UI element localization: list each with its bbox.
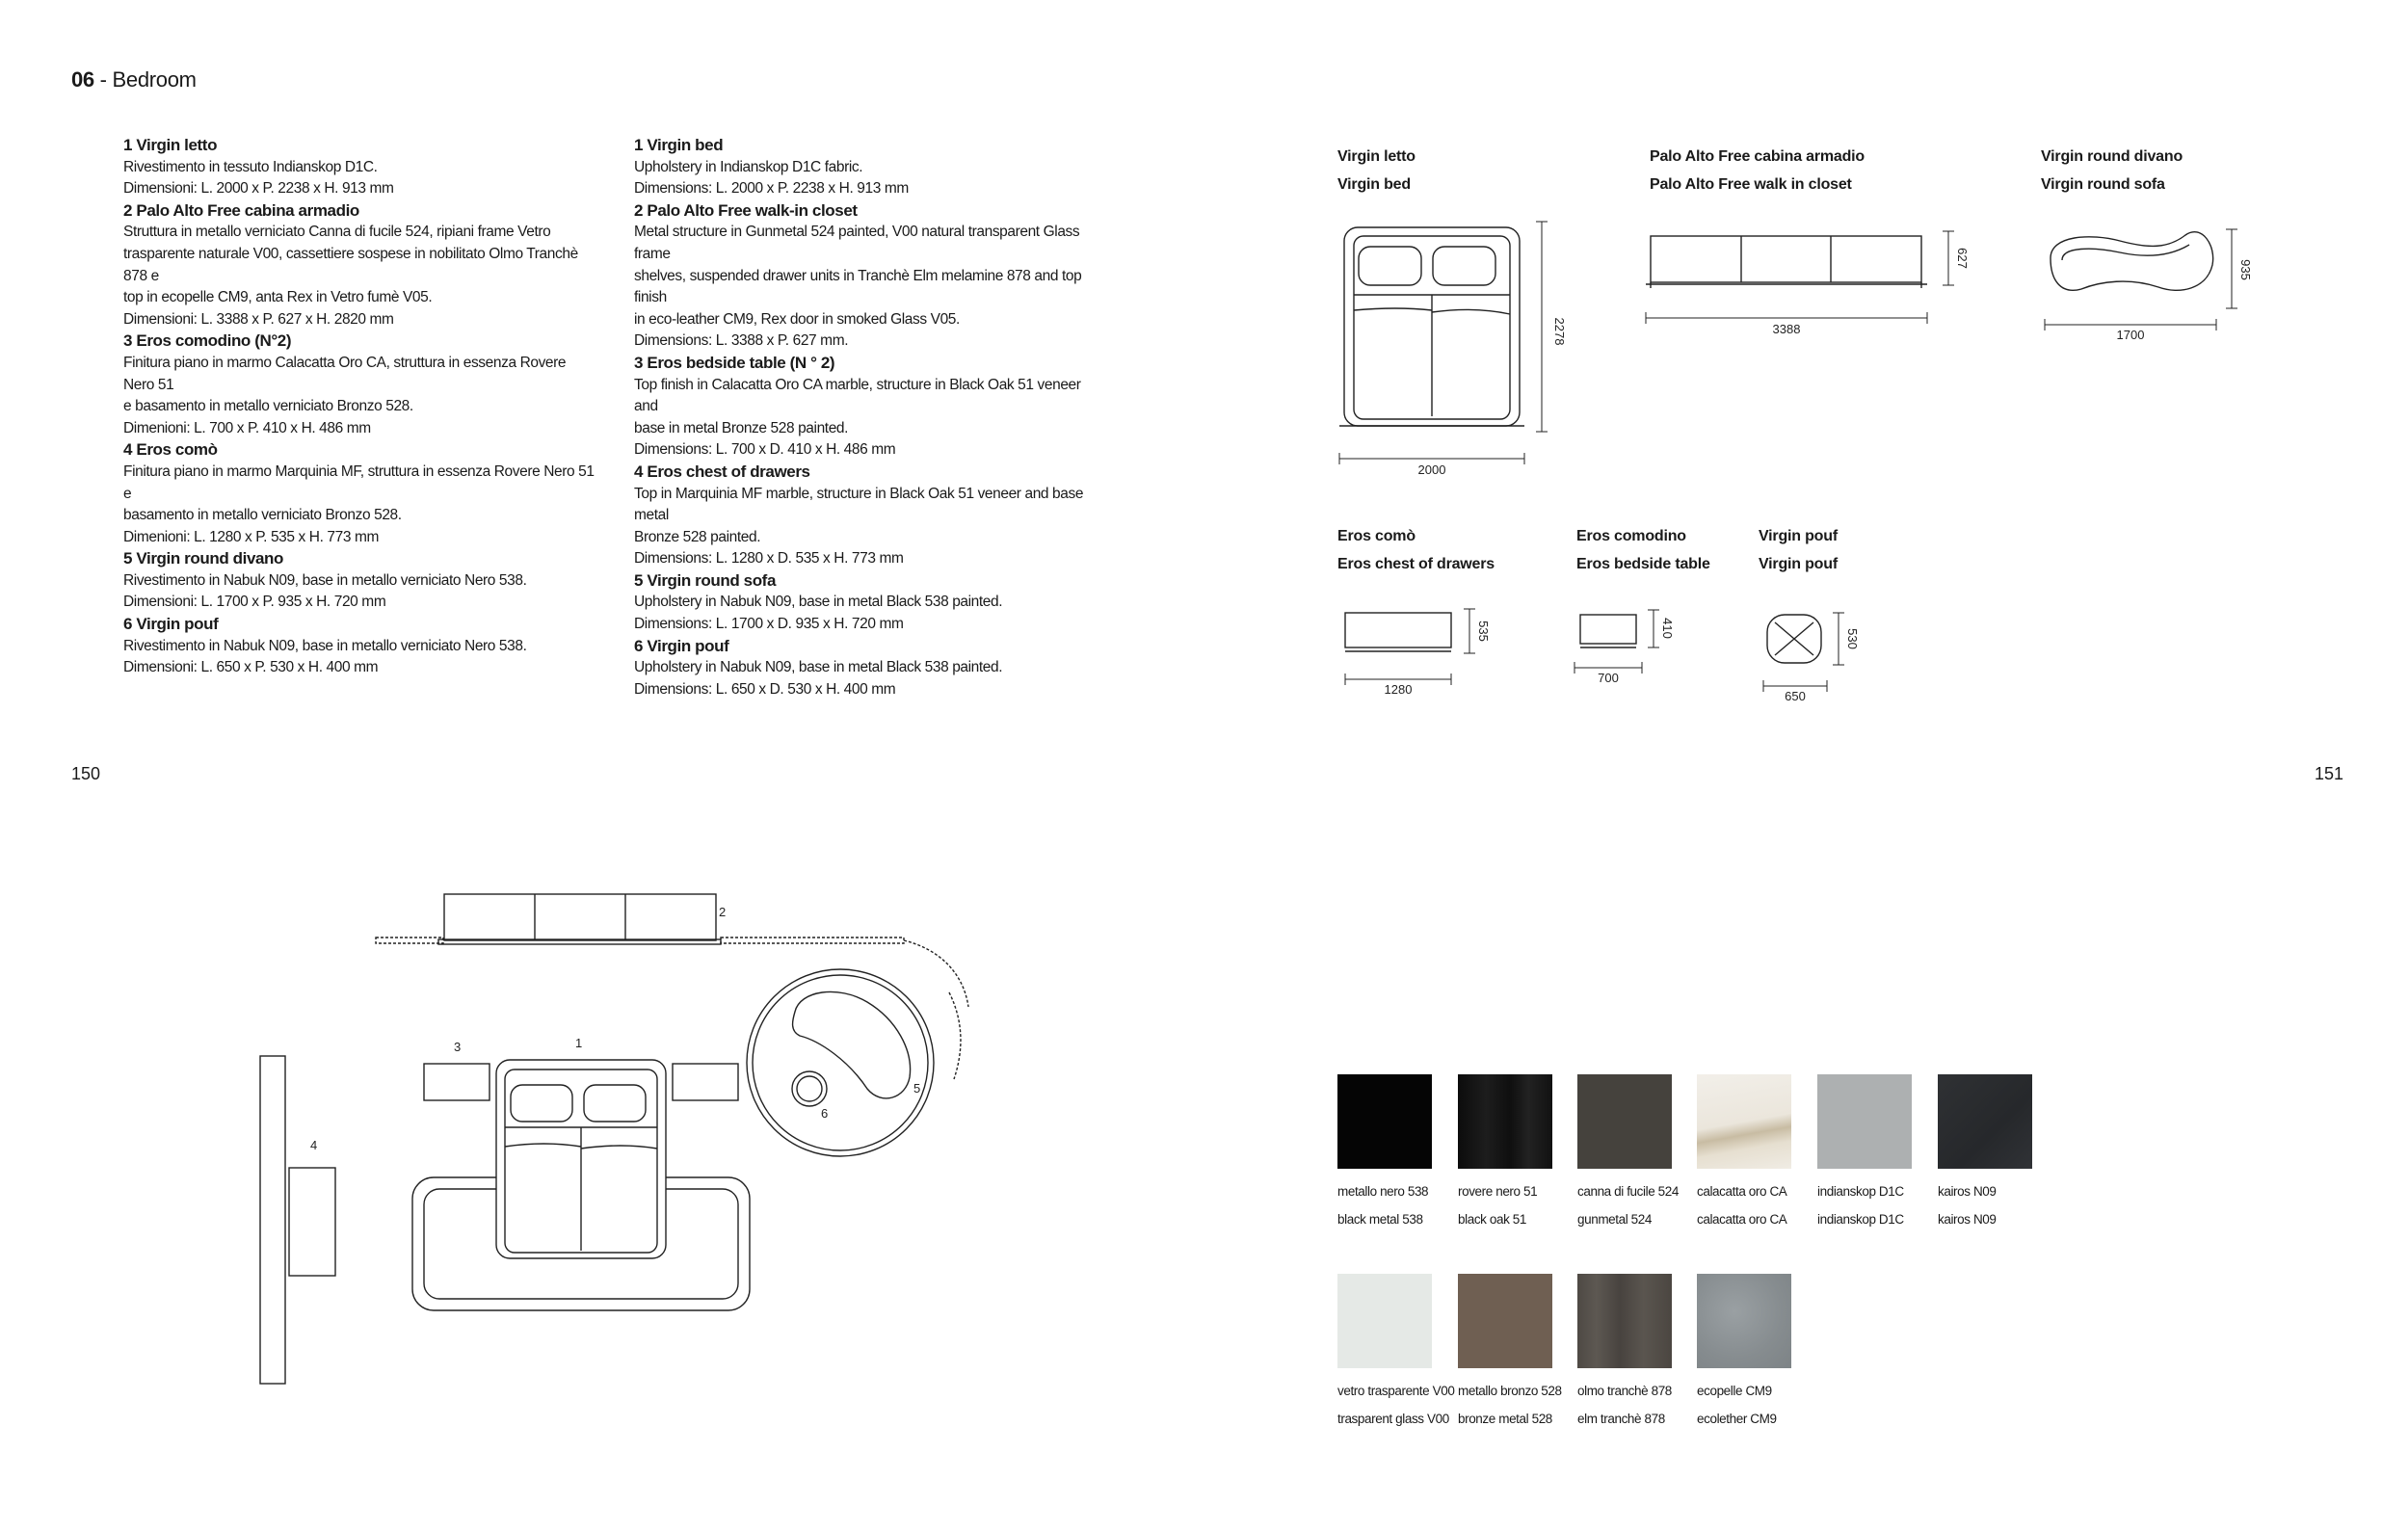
swatch-chip bbox=[1577, 1074, 1672, 1169]
item-title: 6 Virgin pouf bbox=[123, 615, 219, 634]
sofa-dimensions bbox=[2045, 229, 2237, 330]
item-title: 1 Virgin bed bbox=[634, 136, 724, 154]
swatch-label-it: olmo tranchè 878 bbox=[1577, 1384, 1672, 1398]
item-title: 5 Virgin round sofa bbox=[634, 570, 776, 590]
swatch-label-en: calacatta oro CA bbox=[1697, 1212, 1787, 1227]
item-title: 6 Virgin pouf bbox=[634, 636, 729, 655]
title-it: Eros comò bbox=[1337, 528, 1416, 544]
swatch-calacatta-oro bbox=[1697, 1074, 1791, 1233]
title-en: Virgin round sofa bbox=[2041, 176, 2165, 193]
swatch-label-it: canna di fucile 524 bbox=[1577, 1184, 1679, 1199]
swatch-label-en: kairos N09 bbox=[1938, 1212, 1997, 1227]
swatch-olmo-tranche bbox=[1577, 1274, 1672, 1433]
swatch-kairos bbox=[1938, 1074, 2032, 1233]
swatch-label-en: black oak 51 bbox=[1458, 1212, 1526, 1227]
item-line: Dimenioni: L. 1280 x P. 535 x H. 773 mm bbox=[123, 528, 379, 545]
plan-bedside-left bbox=[424, 1064, 490, 1100]
dimension-label: 935 bbox=[2238, 259, 2253, 280]
dimension-label: 627 bbox=[1955, 248, 1970, 269]
swatch-label-en: elm tranchè 878 bbox=[1577, 1412, 1665, 1426]
swatch-metallo-bronzo bbox=[1458, 1274, 1562, 1433]
plan-label: 2 bbox=[719, 905, 727, 919]
swatch-label-en: black metal 538 bbox=[1337, 1212, 1423, 1227]
item-line: e basamento in metallo verniciato Bronzo 528. bbox=[123, 398, 413, 415]
swatch-label-en: gunmetal 524 bbox=[1577, 1212, 1653, 1227]
item-line: Struttura in metallo verniciato Canna di fucile 524, ripiani frame Vetro bbox=[123, 224, 551, 241]
dimension-label: 3388 bbox=[1772, 322, 1801, 336]
item-line: Top finish in Calacatta Oro CA marble, structure in Black Oak 51 veneer and bbox=[634, 376, 1081, 415]
title-it: Palo Alto Free cabina armadio bbox=[1650, 148, 1866, 165]
plan-bed bbox=[496, 1060, 666, 1258]
swatch-chip bbox=[1577, 1274, 1672, 1368]
swatch-metallo-nero bbox=[1337, 1074, 1432, 1233]
dimension-label: 2000 bbox=[1417, 462, 1446, 477]
item-line: base in metal Bronze 528 painted. bbox=[634, 419, 849, 436]
item-line: Metal structure in Gunmetal 524 painted, V00 natural transparent Glass frame bbox=[634, 224, 1080, 262]
swatch-chip bbox=[1938, 1074, 2032, 1169]
swatch-label-it: vetro trasparente V00 bbox=[1337, 1384, 1455, 1398]
swatch-label-it: calacatta oro CA bbox=[1697, 1184, 1787, 1199]
item-title: 1 Virgin letto bbox=[123, 136, 218, 154]
plan-sofa bbox=[747, 969, 934, 1156]
item-line: Bronze 528 painted. bbox=[634, 528, 761, 545]
item-line: Dimensions: L. 1280 x D. 535 x H. 773 mm bbox=[634, 550, 904, 568]
dimension-label: 530 bbox=[1845, 628, 1860, 649]
swatch-label-en: ecolether CM9 bbox=[1697, 1412, 1777, 1426]
plan-label: 4 bbox=[310, 1138, 318, 1152]
item-title: 2 Palo Alto Free walk-in closet bbox=[634, 200, 858, 220]
title-en: Eros chest of drawers bbox=[1337, 556, 1495, 572]
plan-label: 1 bbox=[575, 1036, 583, 1050]
section-name: - Bedroom bbox=[93, 67, 197, 92]
item-line: Rivestimento in tessuto Indianskop D1C. bbox=[123, 158, 378, 175]
item-line: Dimensioni: L. 1700 x P. 935 x H. 720 mm bbox=[123, 594, 386, 611]
page-number-right: 151 bbox=[2315, 764, 2344, 783]
dimension-label: 535 bbox=[1476, 621, 1491, 642]
item-title: 4 Eros chest of drawers bbox=[634, 462, 810, 481]
item-line: shelves, suspended drawer units in Tranchè Elm melamine 878 and top finish bbox=[634, 267, 1082, 306]
item-title: 3 Eros bedside table (N ° 2) bbox=[634, 353, 835, 372]
item-title: 2 Palo Alto Free cabina armadio bbox=[123, 200, 359, 220]
floor-plan bbox=[260, 894, 968, 1384]
title-it: Virgin letto bbox=[1337, 148, 1416, 165]
swatch-chip bbox=[1458, 1074, 1552, 1169]
item-line: trasparente naturale V00, cassettiere sospese in nobilitato Olmo Tranchè 878 e bbox=[123, 245, 578, 284]
item-line: Dimensioni: L. 2000 x P. 2238 x H. 913 mm bbox=[123, 180, 394, 198]
pouf-dimensions bbox=[1763, 613, 1844, 692]
plan-closet bbox=[376, 894, 968, 1079]
item-line: Dimensions: L. 2000 x P. 2238 x H. 913 mm bbox=[634, 180, 909, 198]
swatch-ecopelle bbox=[1697, 1274, 1791, 1433]
dimension-label: 410 bbox=[1660, 618, 1675, 639]
dimension-label: 1280 bbox=[1384, 682, 1413, 697]
swatch-label-it: metallo nero 538 bbox=[1337, 1184, 1429, 1199]
closet-dimensions bbox=[1646, 231, 1954, 324]
item-line: Dimenioni: L. 700 x P. 410 x H. 486 mm bbox=[123, 419, 371, 436]
swatch-label-en: bronze metal 528 bbox=[1458, 1412, 1552, 1426]
item-line: Dimensioni: L. 3388 x P. 627 x H. 2820 mm bbox=[123, 310, 394, 328]
swatch-label-it: metallo bronzo 528 bbox=[1458, 1384, 1562, 1398]
pouf-drawing bbox=[1767, 615, 1821, 663]
item-line: Upholstery in Indianskop D1C fabric. bbox=[634, 158, 863, 175]
dimension-label: 2278 bbox=[1552, 317, 1567, 346]
swatch-label-en: trasparent glass V00 bbox=[1337, 1412, 1449, 1426]
item-line: Top in Marquinia MF marble, structure in Black Oak 51 veneer and base metal bbox=[634, 485, 1084, 524]
dimension-label: 700 bbox=[1598, 671, 1619, 685]
swatch-indianskop bbox=[1817, 1074, 1912, 1233]
page-number-left: 150 bbox=[71, 764, 101, 783]
swatch-chip bbox=[1697, 1274, 1791, 1368]
item-line: Upholstery in Nabuk N09, base in metal Black 538 painted. bbox=[634, 594, 1003, 611]
item-line: basamento in metallo verniciato Bronzo 528. bbox=[123, 507, 402, 524]
swatch-label-it: kairos N09 bbox=[1938, 1184, 1997, 1199]
dimension-label: 1700 bbox=[2116, 328, 2145, 342]
item-title: 4 Eros comò bbox=[123, 440, 218, 460]
title-it: Eros comodino bbox=[1576, 528, 1686, 544]
bed-dimensions bbox=[1339, 222, 1548, 464]
title-it: Virgin pouf bbox=[1759, 528, 1838, 544]
swatch-chip bbox=[1337, 1274, 1432, 1368]
swatch-chip bbox=[1458, 1274, 1552, 1368]
chest-drawing bbox=[1345, 613, 1451, 651]
plan-label: 3 bbox=[454, 1040, 462, 1054]
plan-chest bbox=[260, 1056, 335, 1384]
title-en: Eros bedside table bbox=[1576, 556, 1710, 572]
swatch-chip bbox=[1697, 1074, 1791, 1169]
item-line: Rivestimento in Nabuk N09, base in metallo verniciato Nero 538. bbox=[123, 637, 527, 654]
swatch-rovere-nero bbox=[1458, 1074, 1552, 1233]
section-number: 06 bbox=[71, 67, 94, 92]
swatch-vetro-trasparente bbox=[1337, 1274, 1454, 1433]
item-line: Dimensions: L. 1700 x D. 935 x H. 720 mm bbox=[634, 616, 904, 633]
sofa-drawing bbox=[2051, 232, 2213, 291]
swatch-chip bbox=[1337, 1074, 1432, 1169]
dimension-label: 650 bbox=[1785, 689, 1806, 703]
item-line: Dimensions: L. 3388 x P. 627 mm. bbox=[634, 332, 849, 350]
item-title: 3 Eros comodino (N°2) bbox=[123, 331, 292, 351]
item-line: in eco-leather CM9, Rex door in smoked Glass V05. bbox=[634, 310, 960, 328]
item-line: Upholstery in Nabuk N09, base in metal Black 538 painted. bbox=[634, 659, 1003, 676]
title-en: Virgin bed bbox=[1337, 176, 1411, 193]
swatch-label-it: rovere nero 51 bbox=[1458, 1184, 1538, 1199]
item-line: Rivestimento in Nabuk N09, base in metallo verniciato Nero 538. bbox=[123, 571, 527, 589]
swatch-label-it: indianskop D1C bbox=[1817, 1184, 1904, 1199]
plan-bedside-right bbox=[673, 1064, 738, 1100]
item-line: Dimensioni: L. 650 x P. 530 x H. 400 mm bbox=[123, 659, 379, 676]
item-line: Dimensions: L. 650 x D. 530 x H. 400 mm bbox=[634, 680, 896, 698]
title-it: Virgin round divano bbox=[2041, 148, 2183, 165]
item-title: 5 Virgin round divano bbox=[123, 549, 284, 568]
swatch-canna-di-fucile bbox=[1577, 1074, 1679, 1233]
swatch-chip bbox=[1817, 1074, 1912, 1169]
bed-drawing bbox=[1339, 227, 1524, 426]
swatch-label-en: indianskop D1C bbox=[1817, 1212, 1904, 1227]
bedside-drawing bbox=[1580, 615, 1636, 647]
closet-drawing bbox=[1646, 236, 1927, 288]
title-en: Palo Alto Free walk in closet bbox=[1650, 176, 1852, 193]
item-line: top in ecopelle CM9, anta Rex in Vetro fumè V05. bbox=[123, 289, 433, 306]
swatch-label-it: ecopelle CM9 bbox=[1697, 1384, 1772, 1398]
plan-label: 6 bbox=[821, 1106, 829, 1121]
item-line: Finitura piano in marmo Calacatta Oro CA, struttura in essenza Rovere Nero 51 bbox=[123, 354, 567, 393]
title-en: Virgin pouf bbox=[1759, 556, 1838, 572]
plan-label: 5 bbox=[913, 1081, 921, 1096]
item-line: Finitura piano in marmo Marquinia MF, struttura in essenza Rovere Nero 51 e bbox=[123, 462, 595, 502]
bedside-dimensions bbox=[1574, 610, 1659, 674]
item-line: Dimensions: L. 700 x D. 410 x H. 486 mm bbox=[634, 441, 896, 459]
